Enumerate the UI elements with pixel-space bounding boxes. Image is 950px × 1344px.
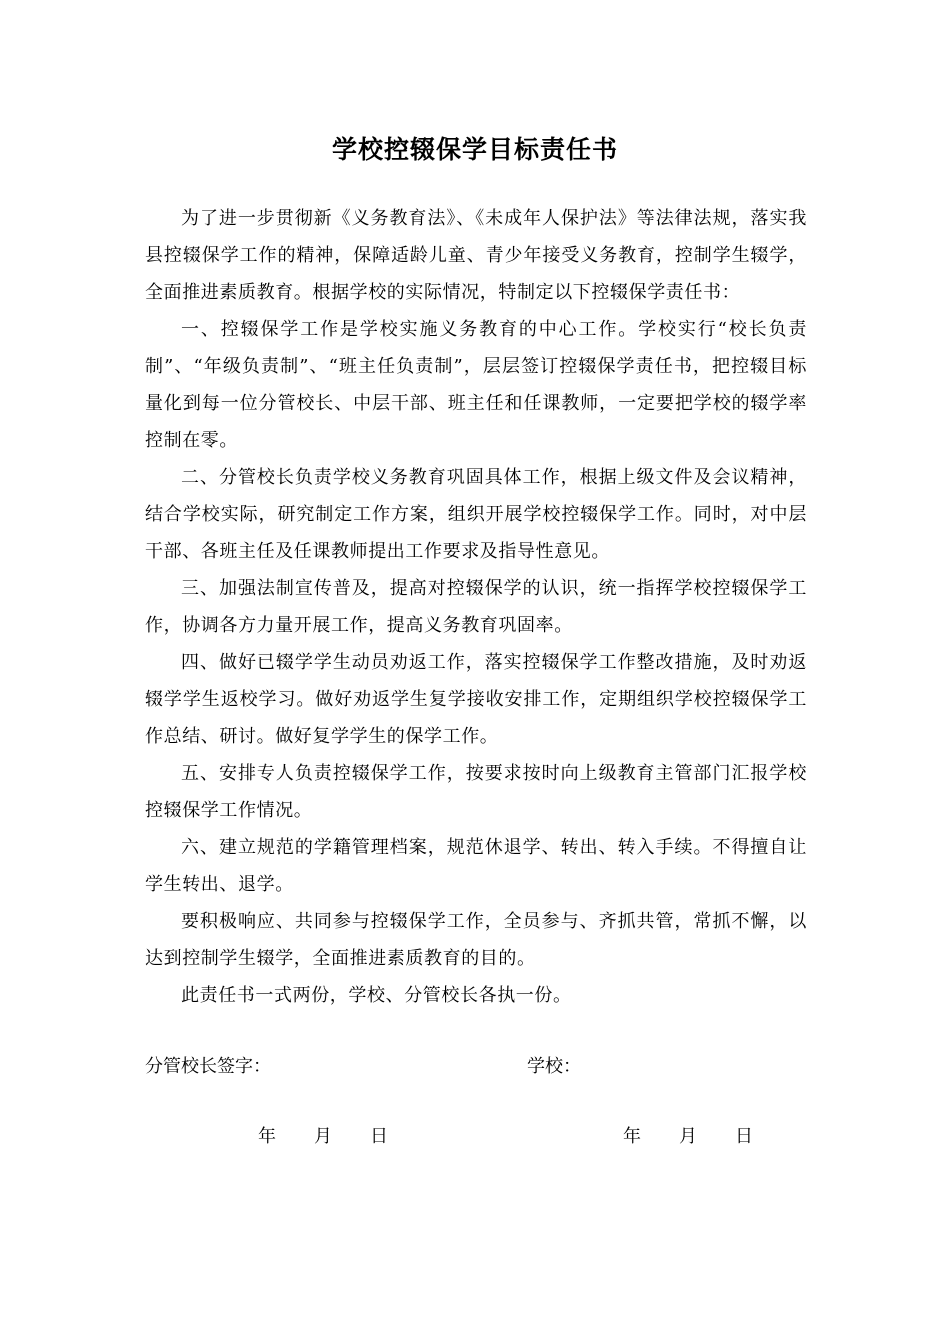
month-label: 月 xyxy=(314,1126,332,1147)
clause-3-paragraph: 三、加强法制宣传普及，提高对控辍保学的认识，统一指挥学校控辍保学工作，协调各方力量开展工作，提高义务教育巩固率。 xyxy=(145,578,807,636)
copies-paragraph: 此责任书一式两份，学校、分管校长各执一份。 xyxy=(181,985,572,1006)
day-label: 日 xyxy=(370,1126,388,1147)
clause-1-paragraph: 一、控辍保学工作是学校实施义务教育的中心工作。学校实行“校长负责制”、“年级负责制”、“班主任负责制”，层层签订控辍保学责任书，把控辍目标量化到每一位分管校长、中层干部、班主任和任课教师，一定要把学校的辍学率控制在零。 xyxy=(145,319,807,451)
intro-paragraph: 为了进一步贯彻新《义务教育法》、《未成年人保护法》等法律法规，落实我县控辍保学工作的精神，保障适龄儿童、青少年接受义务教育，控制学生辍学，全面推进素质教育。根据学校的实际情况，特制定以下控辍保学责任书： xyxy=(145,208,807,303)
document-body xyxy=(145,200,807,1014)
clause-6-paragraph: 六、建立规范的学籍管理档案，规范休退学、转出、转入手续。不得擅自让学生转出、退学。 xyxy=(145,837,807,895)
year-label: 年 xyxy=(258,1126,276,1147)
clause-5-paragraph: 五、安排专人负责控辍保学工作，按要求按时向上级教育主管部门汇报学校控辍保学工作情况。 xyxy=(145,763,807,821)
principal-date-line xyxy=(258,1125,388,1149)
closing-paragraph: 要积极响应、共同参与控辍保学工作，全员参与、齐抓共管，常抓不懈，以达到控制学生辍学，全面推进素质教育的目的。 xyxy=(145,911,807,969)
year-label: 年 xyxy=(623,1126,641,1147)
school-date-line xyxy=(623,1125,753,1149)
school-signature-label: 学校： xyxy=(527,1056,581,1077)
clause-4-paragraph: 四、做好已辍学学生动员劝返工作，落实控辍保学工作整改措施，及时劝返辍学学生返校学习。做好劝返学生复学接收安排工作，定期组织学校控辍保学工作总结、研讨。做好复学学生的保学工作。 xyxy=(145,652,807,747)
month-label: 月 xyxy=(679,1126,697,1147)
document-title: 学校控辍保学目标责任书 xyxy=(331,135,618,164)
principal-signature-label: 分管校长签字： xyxy=(145,1056,271,1077)
day-label: 日 xyxy=(735,1126,753,1147)
clause-2-paragraph: 二、分管校长负责学校义务教育巩固具体工作，根据上级文件及会议精神，结合学校实际，研究制定工作方案，组织开展学校控辍保学工作。同时，对中层干部、各班主任及任课教师提出工作要求及指导性意见。 xyxy=(145,467,807,562)
